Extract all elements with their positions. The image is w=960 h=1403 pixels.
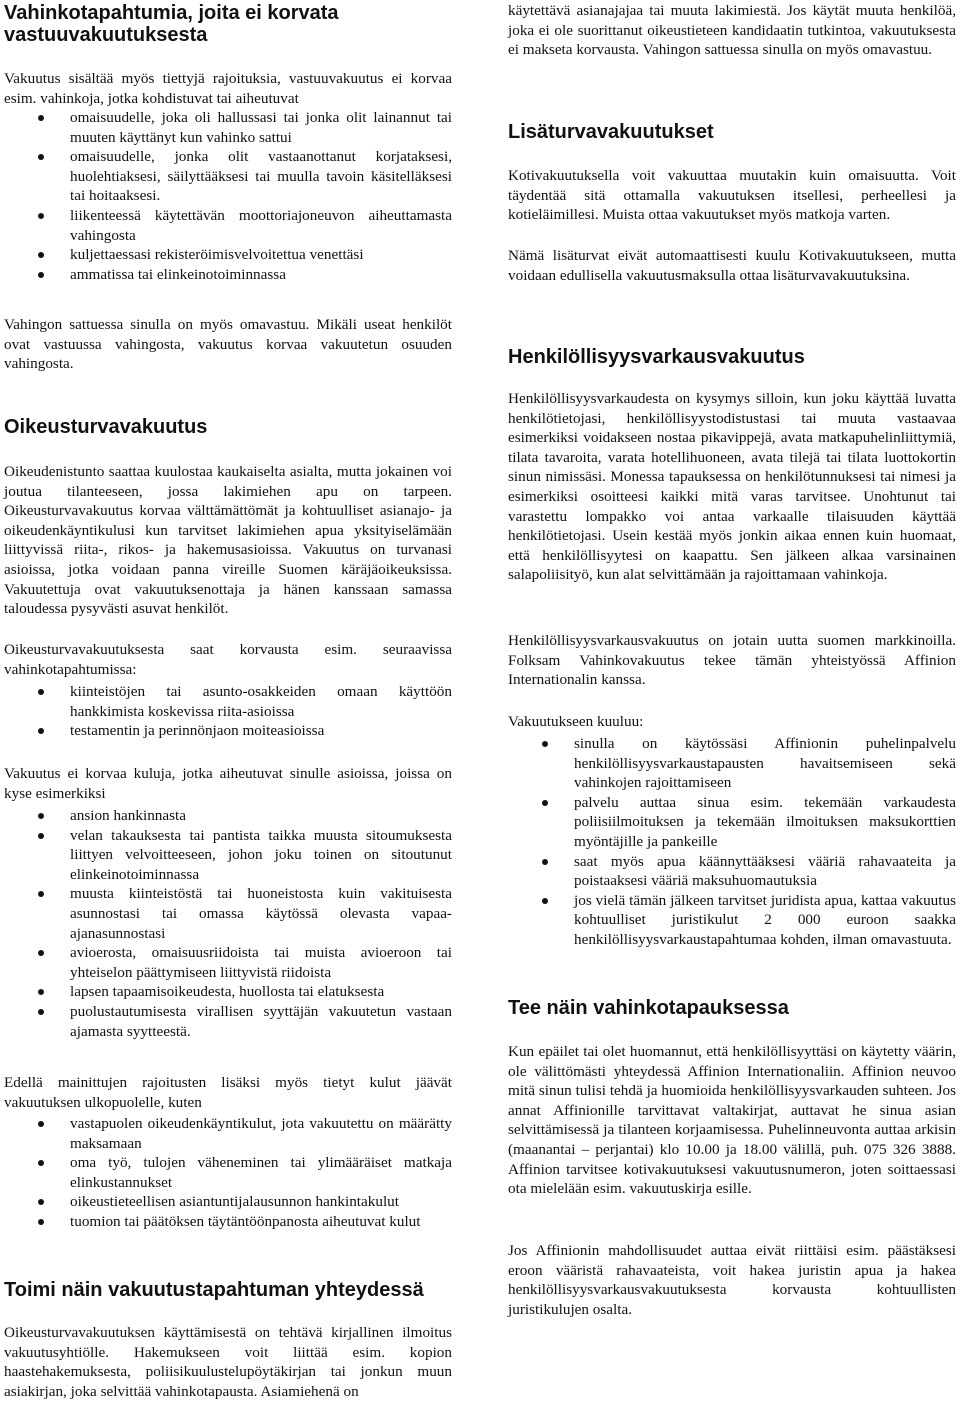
list-item: omaisuudelle, jonka olit vastaanottanut korjataksesi, huolehtiaksesi, säilyttääksesi tai muulla tavoin käsitelläksesi tai hoitaaksesi. xyxy=(4,147,452,206)
legal-other-costs-list xyxy=(4,1114,452,1232)
legal-protection-text: Oikeudenistunto saattaa kuulostaa kaukaiselta asialta, mutta jokainen voi joutua tilanteeseen, jossa lakimiehen apu on tarpeen. Oikeusturvavakuutus korvaa välttämättömät ja kohtuulliset asianajo- ja oikeudenkäyntikulusi kun tarvitset lakimiehen apua yksityiselämään liittyvissä riita-, rikos- ja hakemusasioissa. Vakuutus on turvanasi asioissa, jotka voidaan panna vireille Suomen käräjäoikeuksissa. Vakuutettuja ovat vakuutuksenottaja ja hänen kanssaan samassa taloudessa pysyvästi asuvat henkilöt. xyxy=(4,463,452,618)
list-item: puolustautumisesta virallisen syyttäjän vakuutetun vastaan ajamasta syytteestä. xyxy=(4,1002,452,1041)
heading-identity-theft-insurance: Henkilöllisyysvarkausvakuutus xyxy=(508,346,805,368)
identity-theft-text-1: Henkilöllisyysvarkaudesta on kysymys silloin, kun joku käyttää luvatta henkilötietojasi, henkilöllisyystodistustasi tai muuta vastaavaa esimerkiksi voidakseen nostaa pikavippejä, avata matkapuhelinliittymiä, tilata tavaroita, varata hotellihuoneen, avata tilejä tai tilata luottokortin sinun nimissäsi. Monessa tapauksessa on henkilötunnuksesi tai nimesi ja esimerkiksi osoitteesi kaikki mitä varas tarvitsee. Unohtunut tai varastettu lompakko voi antaa varkaalle tilaisuuden käyttää henkilötietojasi. Usein kestää myös jonkin aikaa ennen kuin huomaat, että henkilöllisyytesi on kaapattu. Sen jälkeen alkaa varsinainen salapoliisityö, kun alat selvittämään ja rajoittamaan vahinkoja. xyxy=(508,390,956,584)
heading-additional-insurances: Lisäturvavakuutukset xyxy=(508,121,714,143)
list-item: lapsen tapaamisoikeudesta, huollosta tai elatuksesta xyxy=(4,982,452,1002)
liability-deductible-text: Vahingon sattuessa sinulla on myös omavastuu. Mikäli useat henkilöt ovat vastuussa vahingosta, vakuutus korvaa vakuutetun osuuden vahingosta. xyxy=(4,316,452,373)
legal-exclusions-intro: Vakuutus ei korvaa kuluja, jotka aiheutuvat sinulle asioissa, joissa on kyse esimerkiksi xyxy=(4,765,452,802)
legal-other-costs-intro: Edellä mainittujen rajoitusten lisäksi myös tietyt kulut jäävät vakuutuksen ulkopuolelle, kuten xyxy=(4,1074,452,1111)
list-item: palvelu auttaa sinua esim. tekemään varkaudesta poliisiilmoituksen ja tekemään ilmoituksen maksukorttien myöntäjille ja pankeille xyxy=(508,793,956,852)
heading-liability-exclusions: Vahinkotapahtumia, joita ei korvata vastuuvakuutuksesta xyxy=(4,2,339,46)
list-item: tuomion tai päätöksen täytäntöönpanosta aiheutuvat kulut xyxy=(4,1212,452,1232)
list-item: jos vielä tämän jälkeen tarvitset juridista apua, kattaa vakuutus kohtuulliset juristikulut 2 000 euroon saakka henkilöllisyysvarkaustapahtumaa kohden, ilman omavastuuta. xyxy=(508,891,956,950)
identity-cover-intro: Vakuutukseen kuuluu: xyxy=(508,713,644,730)
identity-theft-text-2: Henkilöllisyysvarkausvakuutus on jotain uutta suomen markkinoilla. Folksam Vahinkovakuutus tekee tämän yhteistyössä Affinion Internationalin kanssa. xyxy=(508,632,956,689)
list-item: oikeustieteellisen asiantuntijalausunnon hankintakulut xyxy=(4,1192,452,1212)
list-item: muusta kiinteistöstä tai huoneistosta kuin vakituisesta asunnostasi tai omassa käytössä olevasta vapaa-ajanasunnostasi xyxy=(4,884,452,943)
list-item: kuljettaessasi rekisteröimisvelvoitettua venettäsi xyxy=(4,245,452,265)
list-item: omaisuudelle, joka oli hallussasi tai jonka olit lainannut tai muuten käyttänyt kun vahinko sattui xyxy=(4,108,452,147)
legal-exclusions-list xyxy=(4,806,452,1041)
exclusions-intro: Vakuutus sisältää myös tiettyjä rajoituksia, vastuuvakuutus ei korvaa esim. vahinkoja, jotka kohdistuvat tai aiheutuvat xyxy=(4,70,452,107)
list-item: vastapuolen oikeudenkäyntikulut, jota vakuutettu on määrätty maksamaan xyxy=(4,1114,452,1153)
exclusions-list xyxy=(4,108,452,284)
heading-identity-claim-procedure: Tee näin vahinkotapauksessa xyxy=(508,997,789,1019)
list-item: avioerosta, omaisuusriidoista tai muista avioeroon tai yhteiselon päättymiseen liittyvistä riidoista xyxy=(4,943,452,982)
list-item: sinulla on käytössäsi Affinionin puhelinpalvelu henkilöllisyysvarkaustapausten havaitsemiseen sekä vahinkojen rajoittamiseen xyxy=(508,734,956,793)
legal-examples-list xyxy=(4,682,452,741)
additional-insurances-text-1: Kotivakuutuksella voit vakuuttaa muutakin kuin omaisuutta. Voit täydentää sitä ottamalla vakuutuksen itsellesi, perheellesi ja kotieläimillesi. Muista ottaa vakuutukset myös matkoja varten. xyxy=(508,167,956,224)
list-item: ansion hankinnasta xyxy=(4,806,452,826)
list-item: ammatissa tai elinkeinotoiminnassa xyxy=(4,265,452,285)
list-item: testamentin ja perinnönjaon moiteasioissa xyxy=(4,721,452,741)
legal-claim-procedure-text: Oikeusturvavakuutuksen käyttämisestä on tehtävä kirjallinen ilmoitus vakuutusyhtiölle. Hakemukseen voit liittää esim. kopion haastehakemuksesta, poliisikuulustelupöytäkirjan tai jonkun muun asiakirjan, joka selvittää vahinkotapausta. Asiamiehenä on xyxy=(4,1324,452,1400)
legal-claim-procedure-continued: käytettävä asianajajaa tai muuta lakimiestä. Jos käytät muuta henkilöä, joka ei ole suorittanut oikeustieteen kandidaatin tutkintoa, vakuutuksesta ei makseta korvausta. Vahingon sattuessa sinulla on myös omavastuu. xyxy=(508,2,956,59)
additional-insurances-text-2: Nämä lisäturvat eivät automaattisesti kuulu Kotivakuutukseen, mutta voidaan edullisella vakuutusmaksulla ottaa lisäturvavakuutuksina. xyxy=(508,247,956,284)
identity-claim-procedure-text-2: Jos Affinionin mahdollisuudet auttaa eivät riittäisi esim. päästäksesi eroon vääristä rahavaateista, voit hakea juristin apua ja hakea henkilöllisyysvarkausvakuutuksesta korvausta kohtuullisten juristikulujen osalta. xyxy=(508,1242,956,1318)
list-item: velan takauksesta tai pantista taikka muusta sitoumuksesta liittyen velvoitteeseen, johon joku toinen on sitoutunut elinkeinotoiminnassa xyxy=(4,826,452,885)
heading-legal-protection: Oikeusturvavakuutus xyxy=(4,416,208,438)
list-item: saat myös apua käännyttääksesi vääriä rahavaateita ja poistaaksesi vääriä maksuhuomautuksia xyxy=(508,852,956,891)
identity-claim-procedure-text-1: Kun epäilet tai olet huomannut, että henkilöllisyyttäsi on käytetty väärin, ole välittömästi yhteydessä Affinion Internationaliin. Affinion neuvoo mitä sinun tulisi tehdä ja huomioida henkilöllisyysvarkauden suhteen. Jos annat Affinionille tarvittavat valtakirjat, auttavat he sinua asian selvittämisessä ja tilanteen korjaamisessa. Puhelinneuvonta auttaa arkisin (maanantai – perjantai) klo 10.00 ja 18.00 välillä, puh. 075 326 3888. Affinion tarvitsee kotivakuutuksesi vakuutusnumeron, joten soittaessasi ota mielelään esim. vakuutuskirja esille. xyxy=(508,1043,956,1198)
list-item: oma työ, tulojen väheneminen tai ylimääräiset matkaja elinkustannukset xyxy=(4,1153,452,1192)
identity-cover-list xyxy=(508,734,956,950)
heading-legal-claim-procedure: Toimi näin vakuutustapahtuman yhteydessä xyxy=(4,1279,424,1301)
legal-examples-intro: Oikeusturvavakuutuksesta saat korvausta esim. seuraavissa vahinkotapahtumissa: xyxy=(4,641,452,678)
list-item: kiinteistöjen tai asunto-osakkeiden omaan käyttöön hankkimista koskevissa riita-asioissa xyxy=(4,682,452,721)
list-item: liikenteessä käytettävän moottoriajoneuvon aiheuttamasta vahingosta xyxy=(4,206,452,245)
